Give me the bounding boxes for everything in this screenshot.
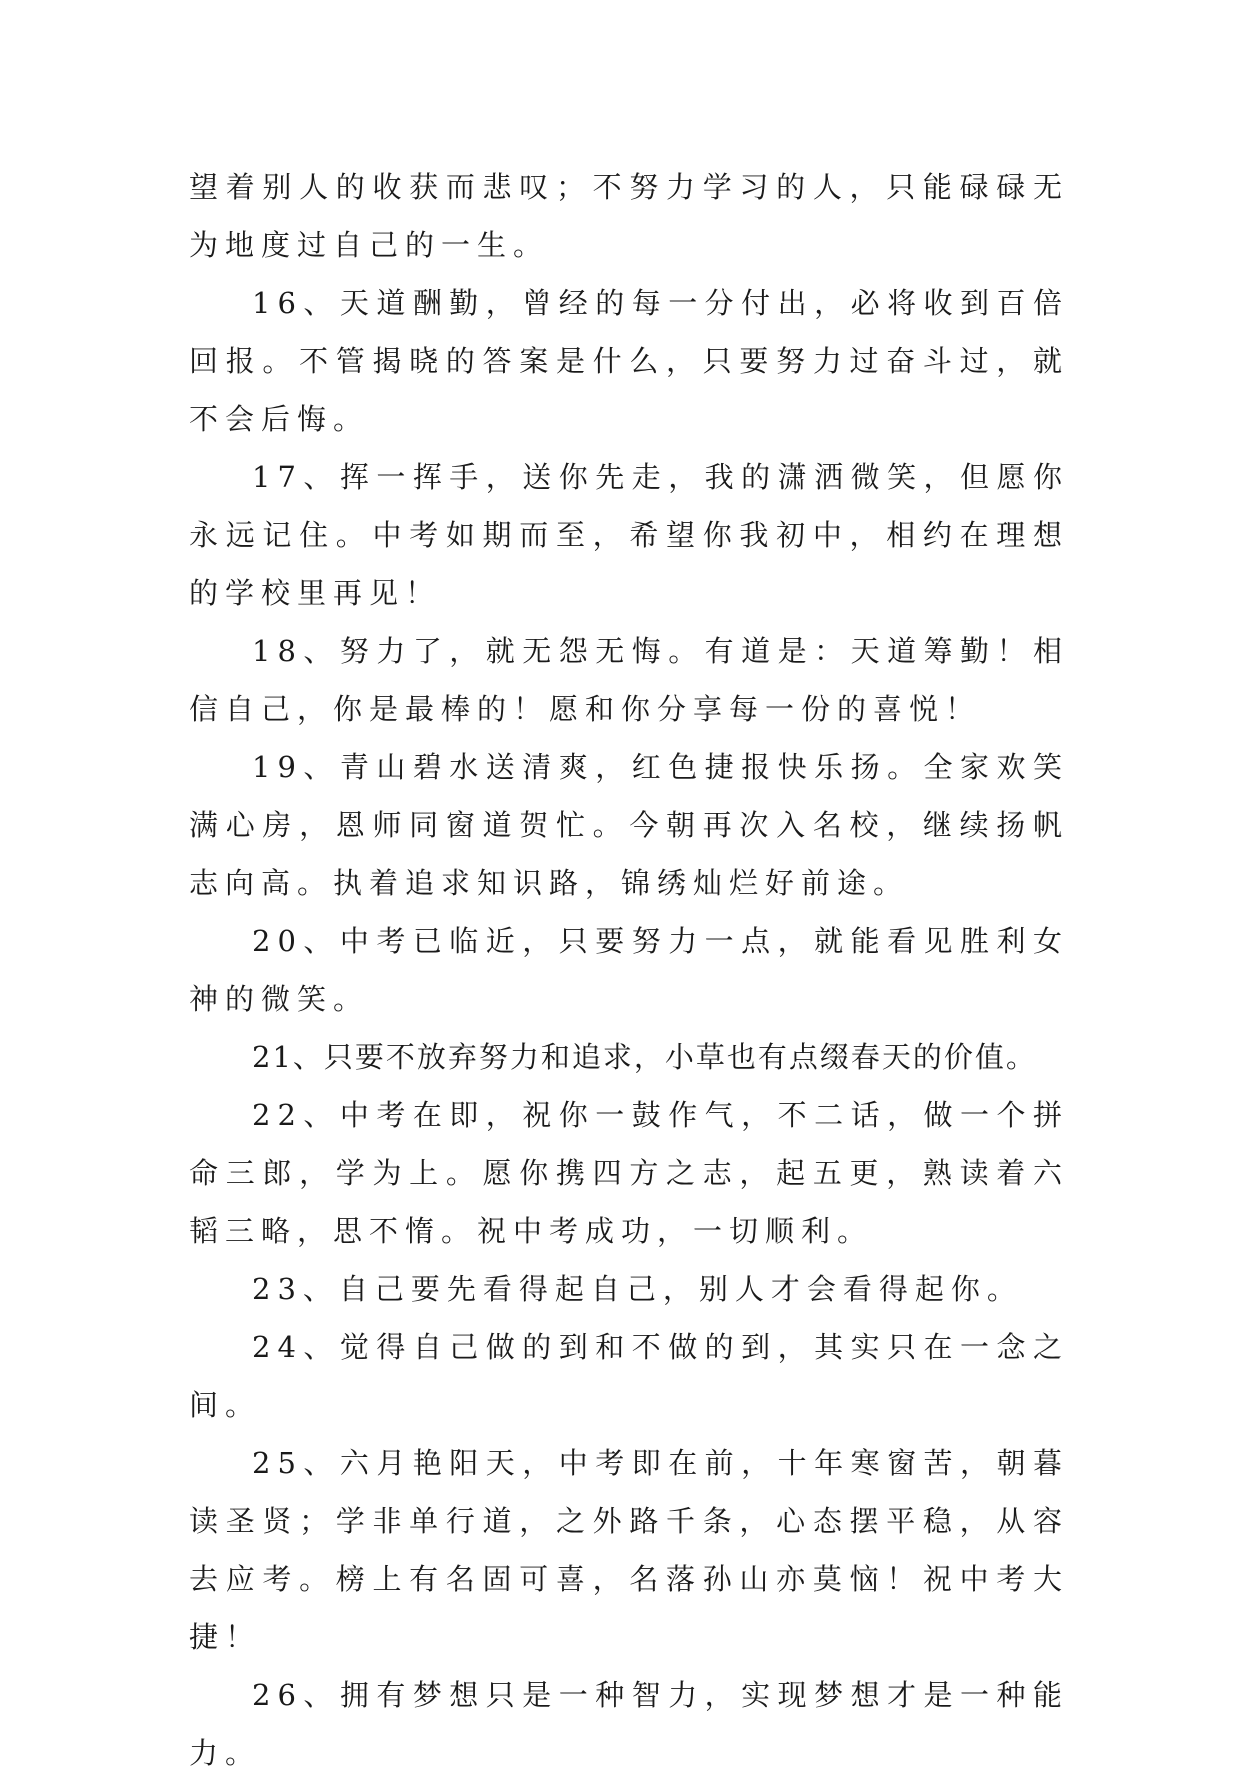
- paragraph-16: 16、天道酬勤，曾经的每一分付出，必将收到百倍回报。不管揭晓的答案是什么，只要努力过奋斗过，就不会后悔。: [189, 286, 1069, 436]
- paragraph-17: 17、挥一挥手，送你先走，我的潇洒微笑，但愿你永远记住。中考如期而至，希望你我初中，相约在理想的学校里再见！: [189, 460, 1069, 610]
- paragraph-22: 22、中考在即，祝你一鼓作气，不二话，做一个拼命三郎，学为上。愿你携四方之志，起五更，熟读着六韬三略，思不惰。祝中考成功，一切顺利。: [189, 1098, 1069, 1248]
- paragraph-21: 21、只要不放弃努力和追求，小草也有点缀春天的价值。: [252, 1040, 1037, 1074]
- paragraph-20: 20、中考已临近，只要努力一点，就能看见胜利女神的微笑。: [189, 924, 1069, 1016]
- paragraph-19: 19、青山碧水送清爽，红色捷报快乐扬。全家欢笑满心房，恩师同窗道贺忙。今朝再次入名校，继续扬帆志向高。执着追求知识路，锦绣灿烂好前途。: [189, 750, 1069, 900]
- paragraph-26: 26、拥有梦想只是一种智力，实现梦想才是一种能力。: [189, 1678, 1069, 1770]
- paragraph-continued: 望着别人的收获而悲叹；不努力学习的人，只能碌碌无为地度过自己的一生。: [189, 170, 1069, 262]
- paragraph-23: 23、自己要先看得起自己，别人才会看得起你。: [252, 1272, 1023, 1306]
- document-body: [189, 158, 1069, 1782]
- paragraph-25: 25、六月艳阳天，中考即在前，十年寒窗苦，朝暮读圣贤；学非单行道，之外路千条，心态摆平稳，从容去应考。榜上有名固可喜，名落孙山亦莫恼！祝中考大捷！: [189, 1446, 1069, 1654]
- paragraph-18: 18、努力了，就无怨无悔。有道是：天道筹勤！相信自己，你是最棒的！愿和你分享每一份的喜悦！: [189, 634, 1069, 726]
- paragraph-24: 24、觉得自己做的到和不做的到，其实只在一念之间。: [189, 1330, 1069, 1422]
